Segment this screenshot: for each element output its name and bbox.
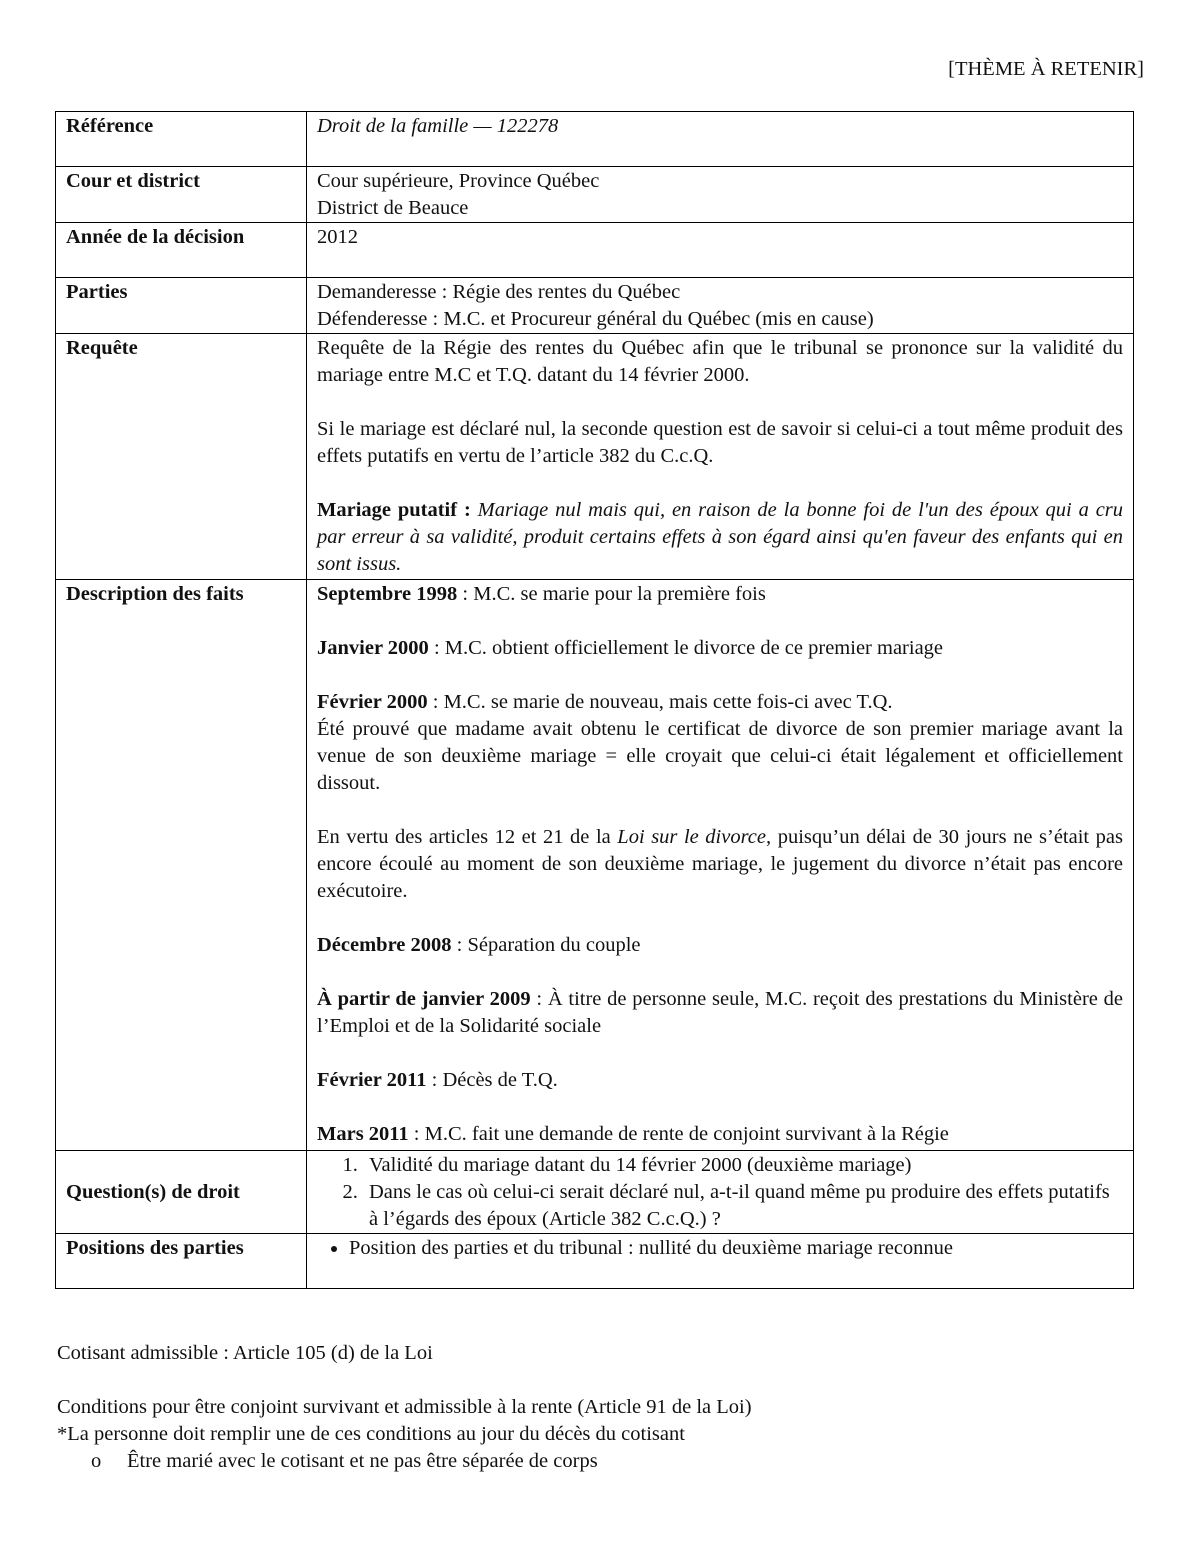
- fait-text: En vertu des articles 12 et 21 de la: [317, 826, 618, 848]
- fait-date: À partir de janvier 2009: [317, 988, 531, 1010]
- note-conditions: Conditions pour être conjoint survivant et admissible à la rente (Article 91 de la Loi): [57, 1396, 752, 1418]
- row-requete: [56, 334, 1134, 580]
- fait-text: : M.C. se marie de nouveau, mais cette fois-ci avec T.Q.: [427, 691, 893, 713]
- fait-date: Janvier 2000: [317, 637, 429, 659]
- fait-date: Septembre 1998: [317, 583, 458, 605]
- label-cour: Cour et district: [56, 167, 307, 223]
- fait-text: : M.C. fait une demande de rente de conjoint survivant à la Régie: [408, 1123, 949, 1145]
- note-cotisant: Cotisant admissible : Article 105 (d) de la Loi: [57, 1342, 433, 1364]
- fait-item: [317, 932, 1123, 959]
- fait-date: Février 2011: [317, 1069, 427, 1091]
- fait-text: : Décès de T.Q.: [426, 1069, 558, 1091]
- requete-second-question: Si le mariage est déclaré nul, la seconde question est de savoir si celui-ci a tout même produit des effets putatifs en vertu de l’article 382 du C.c.Q.: [317, 418, 1123, 467]
- value-annee: 2012: [307, 223, 1134, 278]
- fait-item: [317, 1121, 1123, 1148]
- value-parties: [307, 278, 1134, 334]
- value-reference: Droit de la famille — 122278: [307, 112, 1134, 167]
- row-questions: [56, 1151, 1134, 1234]
- defenderesse-line: Défenderesse : M.C. et Procureur général du Québec (mis en cause): [317, 308, 874, 330]
- question-item: 2. Dans le cas où celui-ci serait déclaré nul, a-t-il quand même pu produire des effets putatifs à l’égards des époux (Article 382 C.c.Q.) ?: [363, 1179, 1123, 1233]
- row-parties: [56, 278, 1134, 334]
- demanderesse-line: Demanderesse : Régie des rentes du Québec: [317, 281, 681, 303]
- label-questions: Question(s) de droit: [56, 1151, 307, 1234]
- notes-section: [57, 1340, 1137, 1475]
- fait-item: [317, 689, 1123, 716]
- fait-detail: Été prouvé que madame avait obtenu le certificat de divorce de son premier mariage avant la venue de son deuxième mariage = elle croyait que celui-ci était légalement et officiellement dissout.: [317, 718, 1123, 794]
- label-positions: Positions des parties: [56, 1234, 307, 1289]
- question-item: 1. Validité du mariage datant du 14 février 2000 (deuxième mariage): [363, 1152, 1123, 1179]
- fait-item: [317, 635, 1123, 662]
- loi-title: Loi sur le divorce,: [617, 826, 772, 848]
- label-requete: Requête: [56, 334, 307, 580]
- row-positions: [56, 1234, 1134, 1289]
- sub-bullet-marker: o: [91, 1450, 102, 1472]
- note-subitem: [57, 1448, 1137, 1475]
- fait-item: [317, 581, 1123, 608]
- fait-date: Décembre 2008: [317, 934, 452, 956]
- header-tag: [THÈME À RETENIR]: [948, 58, 1144, 80]
- label-annee: Année de la décision: [56, 223, 307, 278]
- cour-line: Cour supérieure, Province Québec: [317, 170, 600, 192]
- label-faits: Description des faits: [56, 580, 307, 1151]
- fait-text: : Séparation du couple: [451, 934, 641, 956]
- fait-text: : M.C. obtient officiellement le divorce de ce premier mariage: [428, 637, 944, 659]
- note-remark: *La personne doit remplir une de ces conditions au jour du décès du cotisant: [57, 1423, 685, 1445]
- position-item: • Position des parties et du tribunal : nullité du deuxième mariage reconnue: [349, 1235, 1123, 1262]
- row-cour: [56, 167, 1134, 223]
- row-annee: [56, 223, 1134, 278]
- fait-detail: [317, 824, 1123, 905]
- mariage-putatif-term: Mariage putatif :: [317, 499, 471, 521]
- row-reference: [56, 112, 1134, 167]
- value-requete: [307, 334, 1134, 580]
- label-parties: Parties: [56, 278, 307, 334]
- mariage-putatif-definition: [317, 497, 1123, 578]
- fait-item: [317, 986, 1123, 1040]
- fait-text: : M.C. se marie pour la première fois: [457, 583, 766, 605]
- row-faits: [56, 580, 1134, 1151]
- district-line: District de Beauce: [317, 197, 469, 219]
- fait-text: : À titre de personne seule, M.C. reçoit des prestations du Ministère de l’Emploi et de la Solidarité sociale: [317, 988, 1123, 1037]
- value-positions: [307, 1234, 1134, 1289]
- positions-list: [317, 1235, 1123, 1262]
- fait-text: puisqu’un délai de 30 jours ne s’était pas encore écoulé au moment de son deuxième mariage, le jugement du divorce n’était pas encore exécutoire.: [317, 826, 1123, 902]
- fait-item: [317, 1067, 1123, 1094]
- mariage-putatif-text: Mariage nul mais qui, en raison de la bonne foi de l'un des époux qui a cru par erreur à sa validité, produit certains effets à son égard ainsi qu'en faveur des enfants qui en sont issus.: [317, 499, 1124, 575]
- case-summary-table: [55, 111, 1134, 1289]
- value-questions: [307, 1151, 1134, 1234]
- label-reference: Référence: [56, 112, 307, 167]
- fait-date: Mars 2011: [317, 1123, 409, 1145]
- requete-paragraph: Requête de la Régie des rentes du Québec afin que le tribunal se prononce sur la validité du mariage entre M.C et T.Q. datant du 14 février 2000.: [317, 337, 1123, 386]
- value-faits: [307, 580, 1134, 1151]
- sub-bullet-text: Être marié avec le cotisant et ne pas être séparée de corps: [127, 1450, 598, 1472]
- fait-date: Février 2000: [317, 691, 428, 713]
- questions-list: [317, 1152, 1123, 1233]
- value-cour: [307, 167, 1134, 223]
